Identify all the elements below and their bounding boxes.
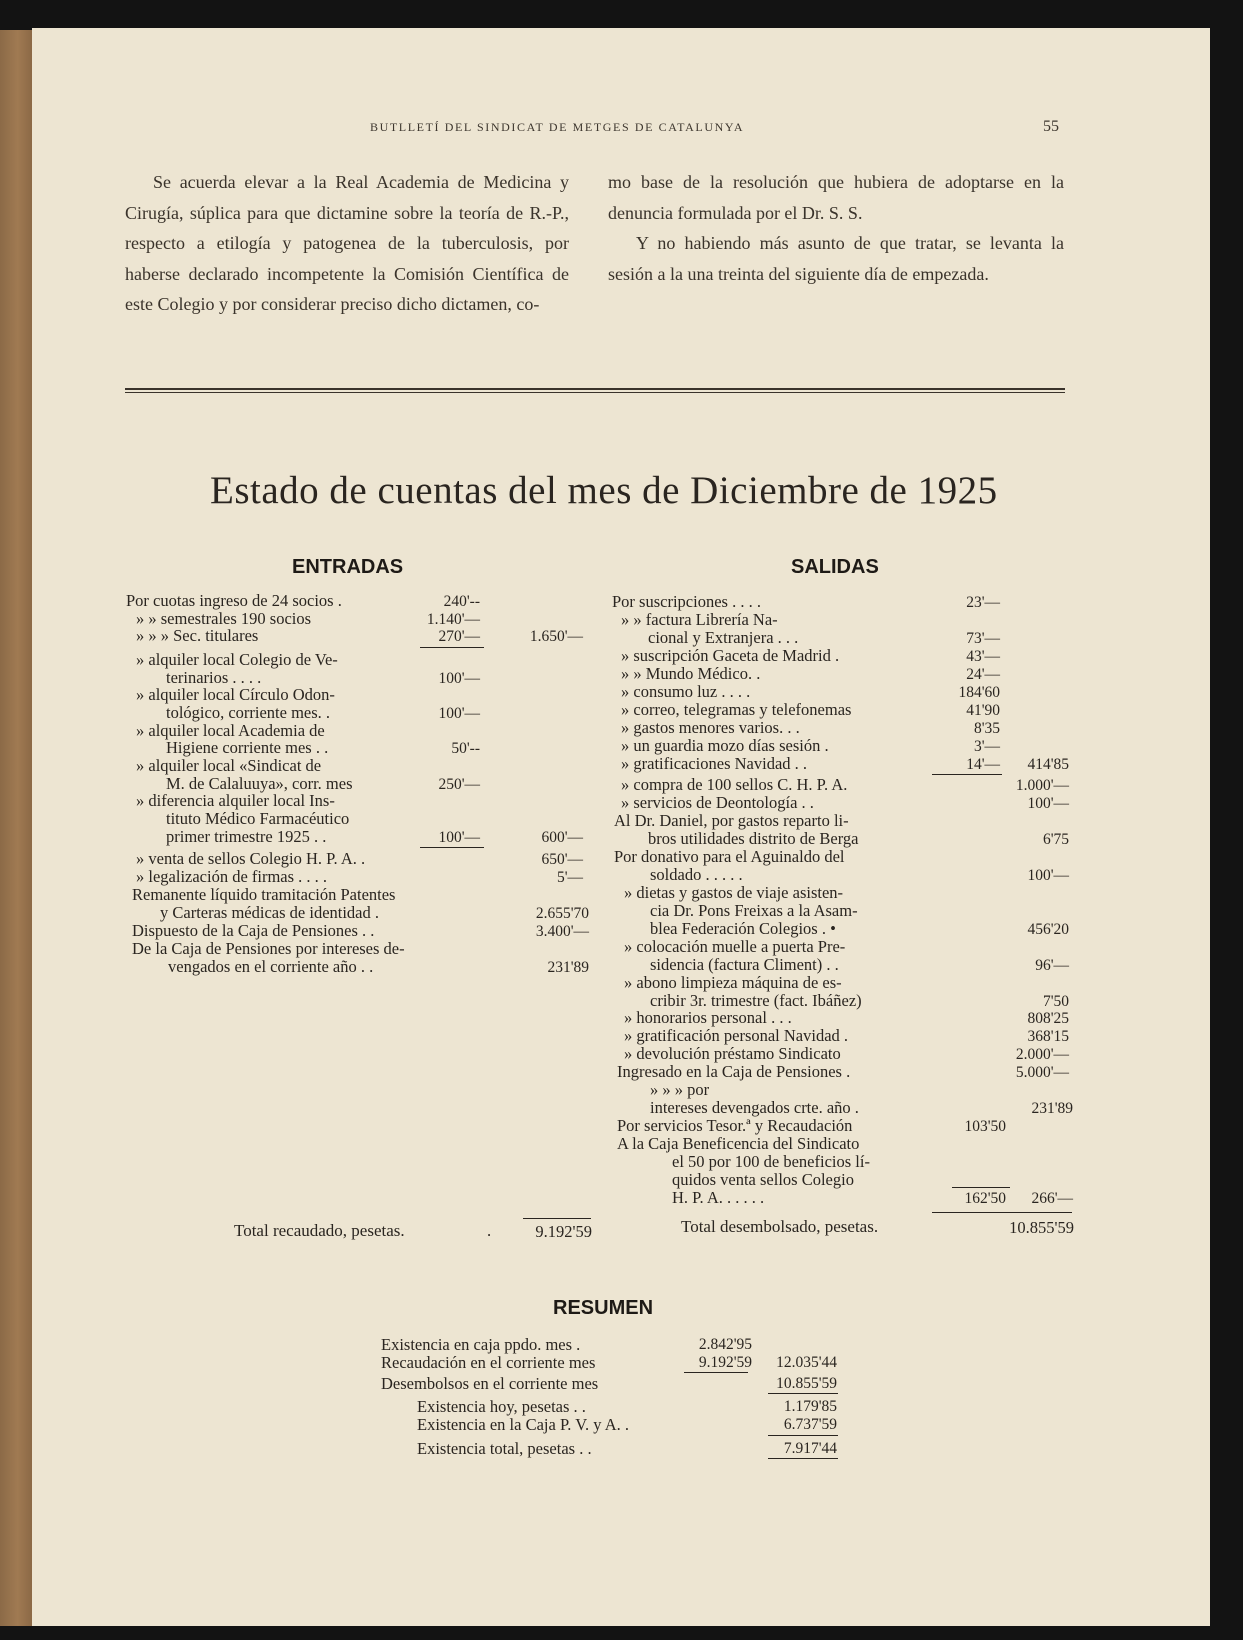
entradas-amount: 1.650'— <box>529 628 583 645</box>
salidas-line: » suscripción Gaceta de Madrid . <box>621 646 840 665</box>
left-column-text: Se acuerda elevar a la Real Academia de Medicina y Cirugía, súplica para que dictamine sobre la teoría de R.-P., respecto a etilogía y patogenea de la tuberculosis, por haberse declarado incompetente la Comisión Científica de este Colegio y por considerar preciso dicho dictamen, co- <box>125 172 569 315</box>
salidas-amount: 6'75 <box>1042 831 1069 848</box>
salidas-line: quidos venta sellos Colegio <box>672 1170 854 1189</box>
subtotal-rule <box>420 647 484 648</box>
salidas-line: Ingresado en la Caja de Pensiones . <box>617 1062 851 1081</box>
entradas-line: vengados en el corriente año . . <box>168 957 374 976</box>
salidas-sub-amount: 184'60 <box>958 684 1000 701</box>
entradas-line: Dispuesto de la Caja de Pensiones . . <box>132 921 375 940</box>
right-column <box>608 167 1064 289</box>
salidas-amount: 1.000'— <box>1015 777 1069 794</box>
entradas-line: tológico, corriente mes. . <box>166 703 331 722</box>
resumen-row-v2: 7.917'44 <box>783 1440 837 1457</box>
salidas-line: H. P. A. . . . . . <box>672 1188 765 1207</box>
salidas-line: el 50 por 100 de beneficios lí- <box>672 1152 870 1171</box>
salidas-line: » dietas y gastos de viaje asisten- <box>624 883 844 902</box>
entradas-sub-amount: 250'— <box>438 776 480 793</box>
entradas-total-value: 9.192'59 <box>535 1222 592 1241</box>
resumen-row-label: Desembolsos en el corriente mes <box>381 1374 599 1393</box>
entradas-line: » » » Sec. titulares <box>136 626 259 645</box>
salidas-sub-amount: 23'— <box>966 594 1000 611</box>
salidas-line: » abono limpieza máquina de es- <box>624 973 842 992</box>
resumen-row-v2: 12.035'44 <box>776 1354 837 1371</box>
salidas-line: » » Mundo Médico. . <box>621 664 761 683</box>
entradas-sub-amount: 100'— <box>438 829 480 846</box>
resumen-rule <box>768 1393 838 1394</box>
salidas-amount: 100'— <box>1027 795 1069 812</box>
entradas-line: Higiene corriente mes . . <box>166 738 329 757</box>
salidas-total-rule <box>932 1212 1072 1213</box>
entradas-line: y Carteras médicas de identidad . <box>160 903 380 922</box>
salidas-line: » correo, telegramas y telefonemas <box>621 700 852 719</box>
subtotal-rule <box>420 847 484 848</box>
salidas-amount: 2.000'— <box>1015 1046 1069 1063</box>
salidas-line: bros utilidades distrito de Berga <box>648 829 859 848</box>
salidas-amount: 100'— <box>1027 867 1069 884</box>
entradas-line: primer trimestre 1925 . . <box>166 827 327 846</box>
salidas-line: » » factura Librería Na- <box>621 610 778 629</box>
resumen-row-label: Existencia total, pesetas . . <box>417 1439 592 1458</box>
salidas-line: » consumo luz . . . . <box>621 682 751 701</box>
salidas-line: » honorarios personal . . . <box>624 1008 792 1027</box>
salidas-line: sidencia (factura Climent) . . <box>650 955 839 974</box>
entradas-amount: 231'89 <box>547 959 589 976</box>
entradas-line: » alquiler local Colegio de Ve- <box>136 650 338 669</box>
entradas-amount: 2.655'70 <box>535 905 589 922</box>
salidas-amount: 5.000'— <box>1015 1064 1069 1081</box>
resumen-row-v2: 6.737'59 <box>783 1416 837 1433</box>
salidas-line: Por suscripciones . . . . <box>612 592 761 611</box>
entradas-line: » venta de sellos Colegio H. P. A. . <box>136 849 366 868</box>
resumen-row-label: Existencia hoy, pesetas . . <box>417 1397 586 1416</box>
salidas-sub-amount: 43'— <box>966 648 1000 665</box>
salidas-line: soldado . . . . . <box>650 865 743 884</box>
entradas-sub-amount: 50'-- <box>451 740 480 757</box>
entradas-heading: ENTRADAS <box>292 556 404 578</box>
section-rule-thin <box>125 392 1065 393</box>
subtotal-rule <box>952 1187 1010 1188</box>
salidas-heading: SALIDAS <box>791 556 879 578</box>
salidas-line: » servicios de Deontología . . <box>621 793 814 812</box>
resumen-heading: RESUMEN <box>553 1297 654 1319</box>
entradas-sub-amount: 100'— <box>438 670 480 687</box>
entradas-line: De la Caja de Pensiones por intereses de- <box>132 939 405 958</box>
entradas-sub-amount: 270'— <box>438 628 480 645</box>
salidas-line: » un guardia mozo días sesión . <box>621 736 829 755</box>
salidas-line: » gratificaciones Navidad . . <box>621 754 808 773</box>
running-title: BUTLLETÍ DEL SINDICAT DE METGES DE CATALUNYA <box>370 120 745 134</box>
entradas-line: Por cuotas ingreso de 24 socios . <box>126 591 342 610</box>
entradas-total-dot: . <box>487 1221 492 1240</box>
salidas-amount: 808'25 <box>1027 1010 1069 1027</box>
entradas-sub-amount: 1.140'— <box>426 611 480 628</box>
resumen-row-label: Existencia en caja ppdo. mes . <box>381 1335 581 1354</box>
salidas-amount: 231'89 <box>1031 1100 1073 1117</box>
resumen-rule <box>768 1435 838 1436</box>
entradas-line: » » semestrales 190 socios <box>136 609 312 628</box>
salidas-amount: 368'15 <box>1027 1028 1069 1045</box>
salidas-sub-amount: 41'90 <box>966 702 1000 719</box>
resumen-row-label: Existencia en la Caja P. V. y A. . <box>417 1415 630 1434</box>
salidas-amount: 96'— <box>1035 957 1069 974</box>
entradas-line: » alquiler local Círculo Odon- <box>136 685 335 704</box>
salidas-line: cribir 3r. trimestre (fact. Ibáñez) <box>650 991 862 1010</box>
salidas-sub-amount: 3'— <box>973 738 1000 755</box>
resumen-row-label: Recaudación en el corriente mes <box>381 1353 596 1372</box>
salidas-line: » » » por <box>650 1080 710 1099</box>
page-number: 55 <box>1043 118 1059 135</box>
entradas-line: » alquiler local Academia de <box>136 721 325 740</box>
salidas-line: » compra de 100 sellos C. H. P. A. <box>621 775 848 794</box>
left-column <box>125 167 569 320</box>
salidas-sub-amount: 24'— <box>966 666 1000 683</box>
entradas-amount: 5'— <box>556 869 583 886</box>
salidas-amount: 456'20 <box>1027 921 1069 938</box>
page-title: Estado de cuentas del mes de Diciembre de 1925 <box>210 469 998 512</box>
salidas-total-label: Total desembolsado, pesetas. <box>681 1217 879 1236</box>
subtotal-rule <box>932 774 1002 775</box>
right-column-para-2: Y no habiendo más asunto de que tratar, se levanta la sesión a la una treinta del siguiente día de empezada. <box>608 233 1064 284</box>
entradas-line: terinarios . . . . <box>166 668 262 687</box>
entradas-total-rule <box>523 1218 591 1219</box>
salidas-total-value: 10.855'59 <box>1009 1218 1074 1237</box>
entradas-amount: 600'— <box>541 829 583 846</box>
entradas-line: Remanente líquido tramitación Patentes <box>132 885 396 904</box>
entradas-line: » legalización de firmas . . . . <box>136 867 328 886</box>
salidas-line: cia Dr. Pons Freixas a la Asam- <box>650 901 858 920</box>
salidas-line: Al Dr. Daniel, por gastos reparto li- <box>614 811 849 830</box>
salidas-amount: 414'85 <box>1027 756 1069 773</box>
salidas-sub-amount: 162'50 <box>964 1190 1006 1207</box>
salidas-sub-amount: 8'35 <box>973 720 1000 737</box>
salidas-amount: 266'— <box>1031 1190 1073 1207</box>
salidas-line: blea Federación Colegios . • <box>650 919 836 938</box>
salidas-line: A la Caja Beneficencia del Sindicato <box>617 1134 860 1153</box>
resumen-row-v1: 2.842'95 <box>698 1336 752 1353</box>
entradas-line: M. de Calaluuya», corr. mes <box>166 774 353 793</box>
resumen-row-v2: 10.855'59 <box>776 1375 837 1392</box>
entradas-total-label: Total recaudado, pesetas. <box>234 1221 405 1240</box>
salidas-line: » gratificación personal Navidad . <box>624 1026 849 1045</box>
salidas-amount: 7'50 <box>1042 993 1069 1010</box>
right-column-para-1: mo base de la resolución que hubiera de adoptarse en la denuncia formulada por el Dr. S. S. <box>608 172 1064 223</box>
salidas-sub-amount: 73'— <box>966 630 1000 647</box>
salidas-line: » colocación muelle a puerta Pre- <box>624 937 846 956</box>
salidas-line: » gastos menores varios. . . <box>621 718 800 737</box>
salidas-line: Por donativo para el Aguinaldo del <box>614 847 845 866</box>
entradas-line: » diferencia alquiler local Ins- <box>136 791 335 810</box>
entradas-sub-amount: 240'-- <box>443 593 480 610</box>
resumen-row-v1: 9.192'59 <box>698 1354 752 1371</box>
section-rule <box>125 388 1065 390</box>
salidas-line: cional y Extranjera . . . <box>648 628 799 647</box>
salidas-sub-amount: 103'50 <box>964 1118 1006 1135</box>
salidas-line: intereses devengados crte. año . <box>650 1098 859 1117</box>
entradas-sub-amount: 100'— <box>438 705 480 722</box>
entradas-amount: 3.400'— <box>535 923 589 940</box>
entradas-line: tituto Médico Farmacéutico <box>166 809 350 828</box>
resumen-rule-double <box>768 1458 838 1459</box>
salidas-line: Por servicios Tesor.ª y Recaudación <box>617 1116 853 1135</box>
resumen-row-v2: 1.179'85 <box>783 1398 837 1415</box>
entradas-amount: 650'— <box>541 851 583 868</box>
entradas-line: » alquiler local «Sindicat de <box>136 756 322 775</box>
salidas-sub-amount: 14'— <box>966 756 1000 773</box>
resumen-rule <box>684 1372 748 1373</box>
salidas-line: » devolución préstamo Sindicato <box>624 1044 841 1063</box>
